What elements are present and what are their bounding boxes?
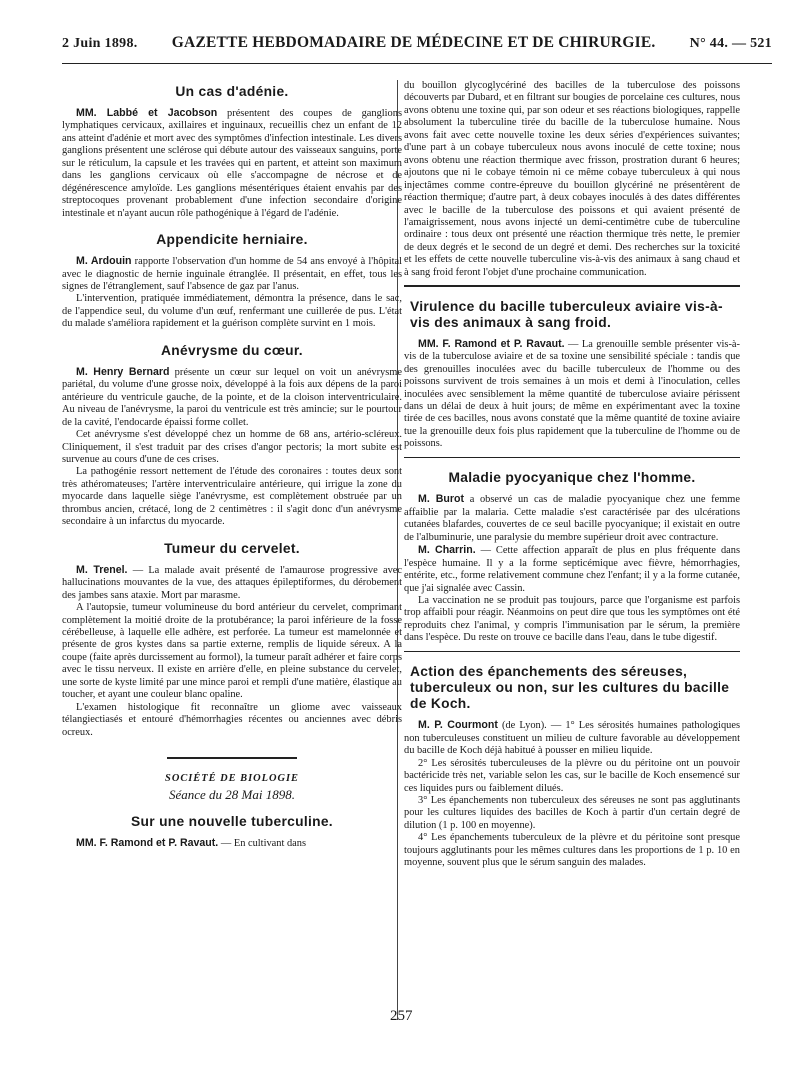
paragraph bbox=[62, 564, 402, 602]
issue-page-number: N° 44. — 521 bbox=[689, 36, 772, 51]
section-title: Virulence du bacille tuberculeux aviaire vis-à-vis des animaux à sang froid. bbox=[410, 298, 723, 330]
section-divider bbox=[404, 651, 740, 653]
section-divider bbox=[404, 457, 740, 459]
paragraph bbox=[62, 255, 402, 293]
paragraph-text: — En cultivant dans bbox=[218, 837, 306, 849]
running-header bbox=[62, 34, 772, 64]
section-divider bbox=[404, 285, 740, 287]
paragraph-text: rapporte l'observation d'un homme de 54 ans envoyé à l'hôpital avec le diagnostic de hernie inguinale étranglée. Il présentait, en effet, tous les signes de l'étranglement, sauf l'absence de gaz par l'anus. bbox=[62, 256, 402, 292]
author-name: M. P. Courmont bbox=[418, 719, 498, 732]
left-column bbox=[62, 80, 402, 850]
paragraph bbox=[62, 837, 402, 850]
author-name: M. Burot bbox=[418, 493, 465, 506]
section-divider bbox=[167, 757, 297, 759]
paragraph: 2° Les sérosités tuberculeuses de la plèvre ou du péritoine ont un pouvoir bactéricide très net, variable selon les cas, sur le bacille de Koch ensemencé sur ces liquides purs ou faiblement dilués. bbox=[404, 757, 740, 794]
header-date: 2 Juin 1898. bbox=[62, 36, 138, 51]
paragraph bbox=[62, 366, 402, 429]
paragraph-text: présente un cœur sur lequel on voit un anévrysme pariétal, du volume d'une grosse noix, développé à la fois aux dépens de la paroi antérieure du ventricule gauche, de la pointe, et de la cloison interventriculaire. Au niveau de l'anévrysme, la paroi du ventricule est très amincie; sur le pourtour de la cavité, l'endocarde épaissi forme collet. bbox=[62, 366, 402, 428]
paragraph-text: — Cette affection apparaît de plus en plus fréquente dans l'espèce humaine. Il y a la forme septicémique avec fièvre, hémorrhagies, entérite, etc., forme relativement commune chez l'enfant; il y a la forme cutanée, que j'ai signalée avec Cassin. bbox=[404, 545, 741, 594]
paragraph: 3° Les épanchements non tuberculeux des séreuses ne sont pas agglutinants pour les cultures liquides des bacilles de Koch à partir d'un certain degré de dilution (1 p. 100 en moyenne). bbox=[404, 794, 740, 831]
paragraph bbox=[404, 544, 740, 595]
author-name: M. Charrin. bbox=[418, 544, 476, 557]
section-title: Action des épanchements des séreuses, tuberculeux ou non, sur les cultures du bacille de Koch. bbox=[410, 664, 730, 712]
author-name: M. Trenel. bbox=[76, 563, 128, 576]
paragraph bbox=[404, 338, 740, 451]
paragraph: L'examen histologique fit reconnaître un gliome avec vaisseaux télangiectiasés et entouré d'hémorrhagies récentes ou anciennes avec débris ocreux. bbox=[62, 701, 402, 738]
paragraph: A l'autopsie, tumeur volumineuse du bord antérieur du cervelet, comprimant complètement la moitié droite de la protubérance; la paroi inférieure de la fosse cérébelleuse, à laquelle elle adhère, est perforée. La tumeur est mamelonnée et présente de gros kystes dans sa partie externe, remplis de liquide séreux. A la coupe (faite après durcissement au formol), la tumeur paraît adhérer et faire corps avec le tissu nerveux. Il existe en arrière d'elle, en pleine substance du cervelet, une sorte de kyste limité par une mince paroi et rempli d'une matière, élastique au toucher, et ayant une couleur blanc opaline. bbox=[62, 602, 402, 701]
section-title: Sur une nouvelle tuberculine. bbox=[131, 813, 333, 829]
section-title: Tumeur du cervelet. bbox=[164, 540, 300, 556]
journal-title: GAZETTE HEBDOMADAIRE DE MÉDECINE ET DE CHIRURGIE. bbox=[171, 34, 656, 51]
paragraph bbox=[62, 107, 402, 220]
author-name: M. Ardouin bbox=[76, 255, 132, 268]
section-title: Maladie pyocyanique chez l'homme. bbox=[448, 470, 696, 486]
page-number: 257 bbox=[390, 1008, 413, 1024]
paragraph-text: — La malade avait présenté de l'amaurose progressive avec hallucinations mouvantes de la vue, des attaques épileptiformes, du dérobement des jambes sans ataxie. Mort par marasme. bbox=[62, 564, 402, 601]
society-heading: SOCIÉTÉ DE BIOLOGIE bbox=[165, 773, 299, 785]
author-name: MM. Labbé et Jacobson bbox=[76, 107, 218, 119]
paragraph: La pathogénie ressort nettement de l'étude des coronaires : toutes deux sont très athéromateuses; l'artère interventriculaire antérieure, qui irrigue la zone du myocarde dans laquelle siège l'anévrysme, est complètement obstruée par un thrombus ancien, crétacé, long de 2 centimètres : il s'agit donc d'un anévrysme secondaire à un infarctus du myocarde. bbox=[62, 466, 402, 528]
paragraph-text: a observé un cas de maladie pyocyanique chez une femme affaiblie par la malaria. Cette maladie s'est caractérisée par des ulcérations cutanées blafardes, couvertes de ce seul bacille pyocyanique; il existait en outre de l'albuminurie, une paralysie du membre supérieur droit avec contracture. bbox=[404, 494, 740, 543]
section-title: Anévrysme du cœur. bbox=[161, 342, 303, 358]
author-name: M. Henry Bernard bbox=[76, 365, 170, 378]
right-column bbox=[404, 80, 740, 870]
paragraph: du bouillon glycoglycériné des bacilles de la tuberculose des poissons découverts par Dubard, et en filtrant sur bougies de porcelaine ces cultures, nous avons obtenu une toxine qui, par son odeur et ses réactions biologiques, rappelle absolument la tuberculine tirée du bacille de la tuberculose humaine. Nous avons fait avec cette nouvelle toxine les deux séries d'expériences suivantes; d'une part à un cobaye tuberculeux nous avons inoculé de cette toxine; nous avons obtenu une réaction thermique avec frisson, prostration durant 6 heures; ajoutons que ni le cobaye témoin ni ce même cobaye tuberculeux à qui nous injectâmes comme contre-épreuve du bouillon glycériné ne présentèrent de réaction thermique; d'autre part, à deux cobayes inoculés à des dates différentes avec le bacille de la tuberculose des poissons et qui avaient présenté de l'amaigrissement, nous avons injecté un demi-centimètre cube de tuberculine ordinaire : tous deux ont présenté une réaction thermique très nette, le premier de deux degrés et le second de un degré et demi. Des recherches sur la toxicité et les effets de cette nouvelle tuberculine vis-à-vis des animaux à sang chaud et à sang froid feront l'objet d'une prochaine communication. bbox=[404, 80, 740, 278]
paragraph-text: (de Lyon). — 1° Les sérosités humaines pathologiques non tuberculeuses constituent un milieu de culture favorable au développement du bacille de Koch déjà habitué à pousser en milieu liquide. bbox=[404, 720, 740, 757]
author-name: MM. F. Ramond et P. Ravaut. bbox=[418, 337, 565, 350]
paragraph bbox=[404, 493, 740, 544]
paragraph: Cet anévrysme s'est développé chez un homme de 68 ans, artério-scléreux. Cliniquement, il s'est traduit par des crises d'angor pectoris; la mort subite est survenue au cours d'une de ces crises. bbox=[62, 429, 402, 465]
session-date: Séance du 28 Mai 1898. bbox=[168, 787, 295, 803]
section-title: Appendicite herniaire. bbox=[156, 232, 308, 248]
paragraph: L'intervention, pratiquée immédiatement, démontra la présence, dans le sac, de l'appendice seul, du volume d'un œuf, renfermant une cuillerée de pus. L'état du malade s'améliora rapidement et la guérison complète survint en 1 mois. bbox=[62, 293, 402, 330]
section-title: Un cas d'adénie. bbox=[175, 84, 289, 99]
paragraph-text: présentent des coupes de ganglions lymphatiques cervicaux, axillaires et inguinaux, recueillis chez un enfant de 12 ans atteint d'adénie et mort avec des symptômes d'infection intestinale. Les divers ganglions présentent une sclérose qui débute autour des vaisseaux sanguins, porte sur le réticulum, la capsule et les travées qui en partent, et atteint son maximum dans les ganglions cervicaux où elle s'accompagne de nécrose et de dégénérescence amyloïde. Les ganglions mésentériques étaient envahis par des streptocoques provenant probablement d'une infection secondaire d'origine intestinale et n'ayant aucun rôle pathogénique à l'égard de l'adénie. bbox=[62, 108, 402, 219]
paragraph: La vaccination ne se produit pas toujours, parce que l'organisme est parfois trop affaibli pour réagir. Néanmoins on peut dire que tous les symptômes ont été reproduits chez l'animal, y compris l'immunisation par le sérum, la première dans l'espèce. Du reste on trouve ce bacille dans l'eau, dans le tube digestif. bbox=[404, 594, 740, 644]
paragraph bbox=[404, 719, 740, 757]
paragraph-text: — La grenouille semble présenter vis-à-vis de la tuberculose aviaire et de sa toxine une sensibilité spéciale : tandis que des grenouilles inoculées avec du bacille tuberculeux de l'homme ou des poissons survivent de trois semaines à un mois et demi à l'inoculation, celles inoculées avec sensiblement la même quantité de tuberculose aviaire périssent dans un délai de deux à huit jours; de même en expérimentant avec la toxine tirée de ces bacilles, nous avons constaté que la même quantité de toxine aviaire tue la grenouille deux fois plus rapidement que la tuberculine de l'homme ou de poissons. bbox=[404, 338, 740, 450]
paragraph: 4° Les épanchements tuberculeux de la plèvre et du péritoine sont presque toujours agglutinants pour les mêmes cultures dans les proportions de 1 p. 10 en moyenne, souvent plus que le sérum sanguin des malades. bbox=[404, 832, 740, 869]
author-name: MM. F. Ramond et P. Ravaut. bbox=[76, 836, 219, 849]
